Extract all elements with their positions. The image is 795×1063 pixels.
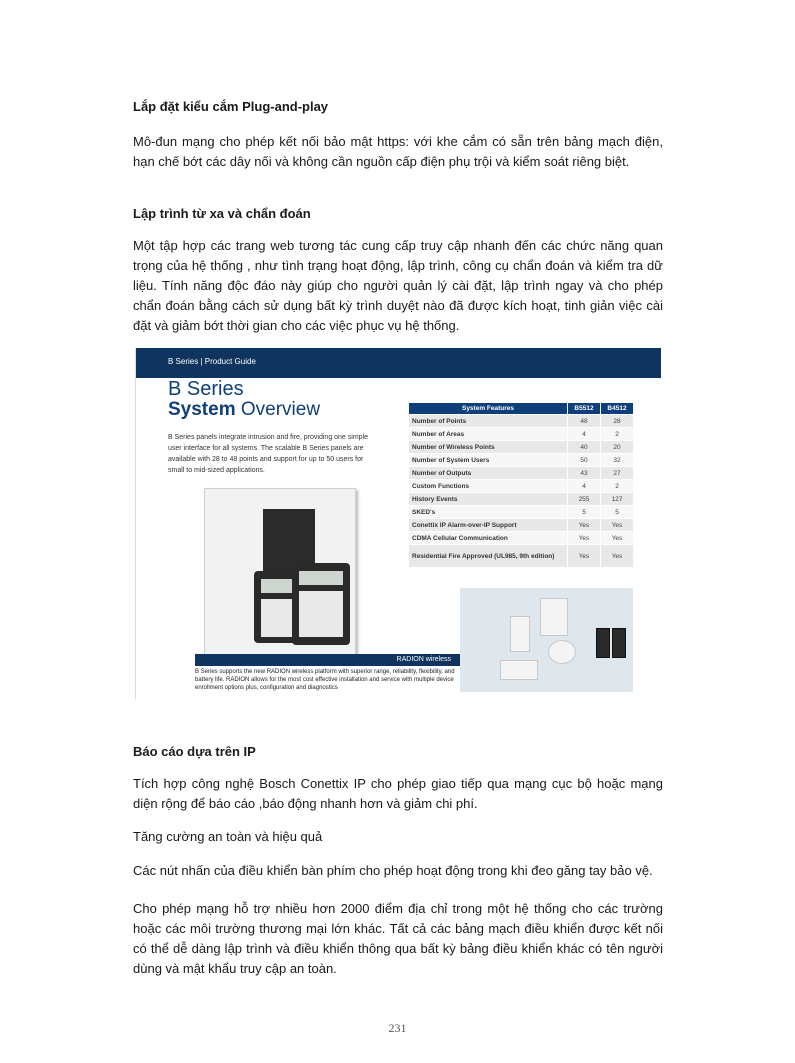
table-row xyxy=(409,428,634,441)
table-row xyxy=(409,480,634,493)
figure-header-text: B Series | Product Guide xyxy=(168,357,256,366)
feature-cell: Number of System Users xyxy=(409,454,568,467)
b-series-product-guide-figure xyxy=(135,348,661,700)
value-cell: 5 xyxy=(568,506,601,519)
figure-description: B Series panels integrate intrusion and fire, providing one simple user interface for all systems. The scalable B Series panels are available with 28 to 48 points and support for up to 50 users for small to mid-sized applications. xyxy=(168,434,369,474)
safety-efficiency-line: Tăng cường an toàn và hiệu quả xyxy=(133,829,323,844)
table-row xyxy=(409,454,634,467)
feature-cell: Number of Wireless Points xyxy=(409,441,568,454)
value-cell: 5 xyxy=(601,506,634,519)
value-cell: Yes xyxy=(601,532,634,545)
system-features-table xyxy=(408,402,634,568)
feature-cell: Custom Functions xyxy=(409,480,568,493)
feature-cell: CDMA Cellular Communication xyxy=(409,532,568,545)
table-row xyxy=(409,441,634,454)
value-cell: 27 xyxy=(601,467,634,480)
radion-wireless-bar xyxy=(195,654,461,666)
value-cell: Yes xyxy=(601,519,634,532)
feature-cell: History Events xyxy=(409,493,568,506)
value-cell: 20 xyxy=(601,441,634,454)
feature-cell: Number of Areas xyxy=(409,428,568,441)
value-cell: 127 xyxy=(601,493,634,506)
value-cell: 2 xyxy=(601,428,634,441)
value-cell: 32 xyxy=(601,454,634,467)
plug-and-play-heading: Lắp đặt kiểu cắm Plug-and-play xyxy=(133,99,329,114)
device-keyfob-1 xyxy=(596,628,610,658)
value-cell: Yes xyxy=(568,545,601,568)
value-cell: 48 xyxy=(568,415,601,428)
figure-header-bar xyxy=(136,348,661,378)
figure-title-bold: System xyxy=(168,399,236,420)
feature-cell: Number of Outputs xyxy=(409,467,568,480)
value-cell: 2 xyxy=(601,480,634,493)
keypad-image-right xyxy=(292,563,350,645)
device-sensor xyxy=(540,598,568,636)
feature-cell: SKED's xyxy=(409,506,568,519)
table-row xyxy=(409,506,634,519)
feature-cell: Number of Points xyxy=(409,415,568,428)
value-cell: 255 xyxy=(568,493,601,506)
remote-programming-paragraph: Một tập hợp các trang web tương tác cung cấp truy cập nhanh đến các chức năng quan trọng của hệ thống , như tình trạng hoạt động, lập trình, công cụ chẩn đoán và kiểm tra dữ liệu. Tính năng độc đáo này giúp cho người quản lý cài đặt, lập trình ngay và cho phép chẩn đoán bằng cách sử dụng bất kỳ trình duyệt nào đã được kích hoạt, tinh giản việc cài đặt và giảm bớt thời gian cho các việc phục vụ hệ thống. xyxy=(133,238,663,333)
device-detector xyxy=(510,616,530,652)
header-b4512: B4512 xyxy=(601,403,634,415)
radion-wireless-label: RADION wireless xyxy=(396,656,451,663)
table-row xyxy=(409,519,634,532)
header-b5512: B5512 xyxy=(568,403,601,415)
value-cell: 4 xyxy=(568,428,601,441)
figure-title-rest: Overview xyxy=(235,399,321,420)
device-smoke-detector xyxy=(548,640,576,664)
feature-cell: Residential Fire Approved (UL985, 9th edition) xyxy=(409,545,568,568)
table-header-row xyxy=(409,403,634,415)
value-cell: 28 xyxy=(601,415,634,428)
value-cell: 4 xyxy=(568,480,601,493)
table-row xyxy=(409,532,634,545)
device-contact xyxy=(500,660,538,680)
value-cell: 43 xyxy=(568,467,601,480)
radion-wireless-text: B Series supports the new RADION wireless platform with superior range, reliability, flexibility, and battery life. RADION allows for the most cost effective installation and service with multiple device enrollment options plus, configuration and diagnostics xyxy=(195,669,455,691)
device-keyfob-2 xyxy=(612,628,626,658)
network-paragraph: Cho phép mạng hỗ trợ nhiều hơn 2000 điểm địa chỉ trong một hệ thống cho các trường hoặc các môi trường thương mại lớn khác. Tất cả các bảng mạch điều khiển được kết nối có thể dễ dàng lập trình và điều khiển thông qua bất kỳ bảng điều khiển khác có tên người dùng và mật khẩu truy cập an toàn. xyxy=(133,901,663,976)
page-number: 231 xyxy=(388,1021,407,1035)
value-cell: 50 xyxy=(568,454,601,467)
ip-reporting-heading: Báo cáo dựa trên IP xyxy=(133,744,256,759)
wireless-devices-image xyxy=(460,588,633,692)
figure-title-line2 xyxy=(168,399,320,421)
remote-programming-heading: Lập trình từ xa và chẩn đoán xyxy=(133,206,311,221)
value-cell: Yes xyxy=(568,519,601,532)
keypad-paragraph: Các nút nhấn của điều khiển bàn phím cho phép hoạt động trong khi đeo găng tay bảo vệ. xyxy=(133,863,653,878)
feature-cell: Conettix IP Alarm-over-IP Support xyxy=(409,519,568,532)
ip-reporting-paragraph: Tích hợp công nghệ Bosch Conettix IP cho phép giao tiếp qua mạng cục bộ hoặc mạng diện rộng để báo cáo ,báo động nhanh hơn và giảm chi phí. xyxy=(133,776,663,811)
table-row xyxy=(409,467,634,480)
header-features: System Features xyxy=(409,403,568,415)
circuit-board xyxy=(263,509,315,571)
table-row xyxy=(409,545,634,568)
table-row xyxy=(409,493,634,506)
plug-and-play-paragraph: Mô-đun mạng cho phép kết nối bảo mật https: với khe cắm có sẵn trên bảng mạch điện, hạn chế bớt các dây nối và không cần nguồn cấp điện phụ trội và kiểm soát riêng biệt. xyxy=(133,134,663,169)
value-cell: Yes xyxy=(601,545,634,568)
figure-title-line1: B Series xyxy=(168,378,244,400)
value-cell: Yes xyxy=(568,532,601,545)
value-cell: 40 xyxy=(568,441,601,454)
table-row xyxy=(409,415,634,428)
